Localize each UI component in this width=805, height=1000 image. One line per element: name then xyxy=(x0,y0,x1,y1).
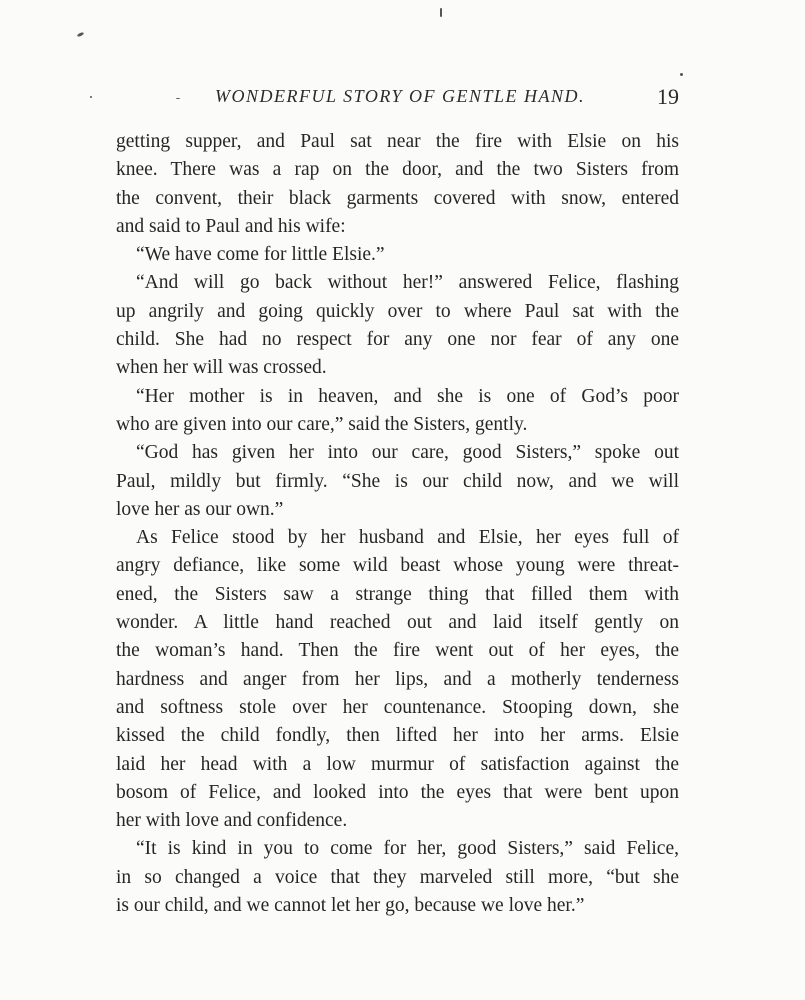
ink-speck xyxy=(440,8,442,17)
text-line: who are given into our care,” said the Sisters, gently. xyxy=(116,413,528,435)
text-line: getting supper, and Paul sat near the fire with Elsie on his xyxy=(116,131,679,152)
text-line: love her as our own.” xyxy=(116,498,284,520)
text-line: up angrily and going quickly over to where Paul sat with the xyxy=(116,300,679,322)
text-line: is our child, and we cannot let her go, because we love her.” xyxy=(116,895,585,917)
running-head: WONDERFUL STORY OF GENTLE HAND. xyxy=(215,86,586,106)
text-line: kissed the child fondly, then lifted her into her arms. Elsie xyxy=(116,725,679,747)
text-line: bosom of Felice, and looked into the eyes that were bent upon xyxy=(116,781,679,803)
ink-speck xyxy=(90,96,92,98)
text-line: “We have come for little Elsie.” xyxy=(136,244,385,266)
text-line: “And will go back without her!” answered Felice, flashing xyxy=(136,272,679,294)
text-line: when her will was crossed. xyxy=(116,357,327,379)
page-number: 19 xyxy=(657,84,679,109)
text-line: her with love and confidence. xyxy=(116,810,348,832)
text-line: and softness stole over her countenance. Stooping down, she xyxy=(116,696,679,718)
ink-speck xyxy=(77,32,85,38)
text-line: in so changed a voice that they marveled still more, “but she xyxy=(116,866,679,888)
page-header xyxy=(115,86,681,114)
text-line: knee. There was a rap on the door, and the two Sisters from xyxy=(116,159,679,181)
text-line: angry defiance, like some wild beast whose young were threat- xyxy=(116,555,679,577)
text-line: and said to Paul and his wife: xyxy=(116,215,346,237)
text-line: the woman’s hand. Then the fire went out of her eyes, the xyxy=(116,640,679,662)
text-line: “It is kind in you to come for her, good Sisters,” said Felice, xyxy=(136,838,679,860)
text-line: As Felice stood by her husband and Elsie, her eyes full of xyxy=(136,527,679,549)
text-line: Paul, mildly but firmly. “She is our child now, and we will xyxy=(116,470,679,492)
text-line: “God has given her into our care, good Sisters,” spoke out xyxy=(136,442,679,464)
text-line: “Her mother is in heaven, and she is one of God’s poor xyxy=(136,385,679,407)
text-line: laid her head with a low murmur of satisfaction against the xyxy=(116,753,679,775)
body-text xyxy=(116,128,679,920)
text-line: wonder. A little hand reached out and laid itself gently on xyxy=(116,612,679,634)
text-line: ened, the Sisters saw a strange thing that filled them with xyxy=(116,583,679,605)
ink-speck xyxy=(680,73,683,76)
text-line: the convent, their black garments covered with snow, entered xyxy=(116,187,679,209)
text-line: child. She had no respect for any one nor fear of any one xyxy=(116,329,679,351)
text-line: hardness and anger from her lips, and a motherly tenderness xyxy=(116,668,679,690)
